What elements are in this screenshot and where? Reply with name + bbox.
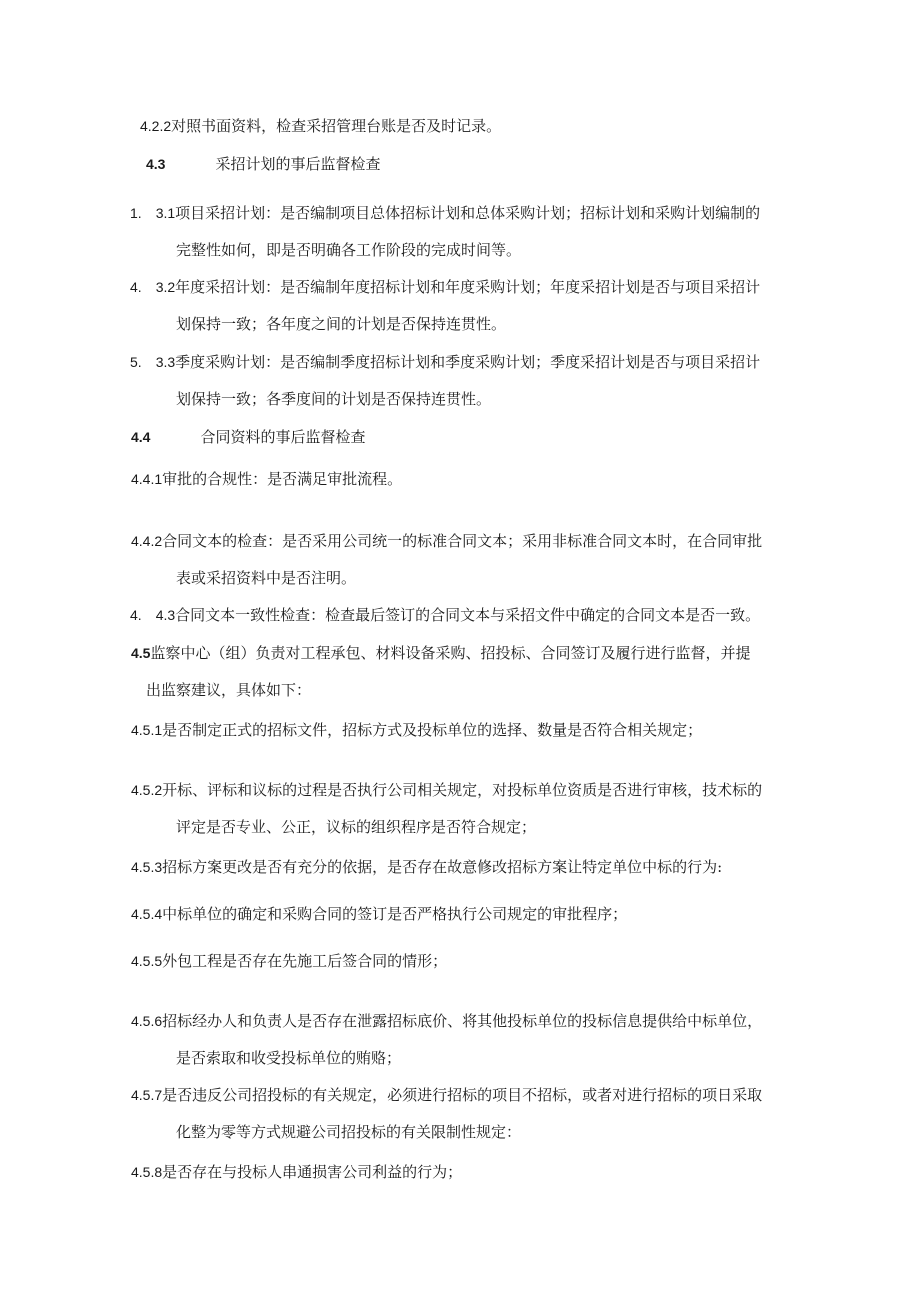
paragraph-4-3-3-continuation (176, 389, 491, 409)
paragraph-4-3-1 (130, 203, 760, 223)
clause-text: 中标单位的确定和采购合同的签订是否严格执行公司规定的审批程序； (162, 905, 628, 923)
clause-text-continuation: 划保持一致；各季度间的计划是否保持连贯性。 (176, 390, 492, 408)
clause-text: 招标方案更改是否有充分的依据，是否存在故意修改招标方案让特定单位中标的行为: (162, 858, 723, 876)
paragraph-4-4-2 (131, 531, 762, 551)
paragraph-4-2-2 (140, 116, 501, 136)
paragraph-4-3-3 (130, 352, 760, 372)
paragraph-4-3-1-continuation (176, 240, 521, 260)
paragraph-4-4-1 (131, 469, 402, 489)
clause-text: 是否违反公司招投标的有关规定，必须进行招标的项目不招标，或者对进行招标的项日采取 (162, 1086, 763, 1104)
paragraph-4-5-2 (131, 780, 762, 800)
clause-text: 审批的合规性：是否满足审批流程。 (162, 470, 403, 488)
clause-text: 招标经办人和负责人是否存在泄露招标底价、将其他投标单位的投标信息提供给中标单位， (162, 1012, 763, 1030)
clause-number: 4.5.6 (131, 1013, 163, 1029)
paragraph-4-5-3 (131, 857, 722, 877)
clause-text-continuation: 是否索取和收受投标单位的贿赂； (176, 1049, 402, 1067)
list-marker: 5. (130, 354, 142, 370)
clause-number: 4.5.1 (131, 722, 163, 738)
clause-number: 4.3 (155, 607, 176, 623)
paragraph-4-5 (131, 643, 750, 663)
section-title: 合同资料的事后监督检查 (200, 428, 366, 446)
paragraph-4-3-2-continuation (176, 314, 506, 334)
clause-number: 4.5.3 (131, 859, 163, 875)
clause-text-continuation: 评定是否专业、公正，议标的组织程序是否符合规定； (176, 818, 537, 836)
clause-text: 是否存在与投标人串通损害公司利益的行为； (162, 1163, 463, 1181)
clause-text: 监察中心（组）负责对工程承包、材料设备采购、招投标、合同签订及履行进行监督，并提 (150, 644, 751, 662)
paragraph-4-5-4 (131, 904, 627, 924)
clause-number: 4.5.7 (131, 1087, 163, 1103)
paragraph-4-5-5 (131, 951, 447, 971)
clause-number: 4.5.4 (131, 906, 163, 922)
paragraph-4-5-6-continuation (176, 1048, 401, 1068)
clause-text: 开标、评标和议标的过程是否执行公司相关规定，对投标单位资质是否进行审核，技术标的 (162, 781, 763, 799)
clause-text: 合同文本一致性检查：检查最后签订的合同文本与采招文件中确定的合同文本是否一致。 (175, 606, 761, 624)
clause-text: 外包工程是否存在先施工后签合同的情形； (162, 952, 448, 970)
clause-text: 对照书面资料，检查采招管理台账是否及时记录。 (171, 117, 502, 135)
clause-number: 4.5.8 (131, 1164, 163, 1180)
clause-number: 4.4.2 (131, 533, 163, 549)
paragraph-4-5-8 (131, 1162, 462, 1182)
paragraph-4-5-7 (131, 1085, 762, 1105)
clause-text-continuation: 表或采招资料中是否注明。 (176, 569, 357, 587)
section-title: 采招计划的事后监督检查 (215, 155, 381, 173)
clause-text-continuation: 出监察建议，具体如下： (146, 681, 312, 699)
clause-number: 4.2.2 (140, 118, 172, 134)
clause-number: 4.4.1 (131, 471, 163, 487)
paragraph-4-3-2 (130, 277, 760, 297)
clause-number: 3.3 (155, 354, 176, 370)
clause-text: 是否制定正式的招标文件，招标方式及投标单位的选择、数量是否符合相关规定； (162, 721, 703, 739)
list-marker: 4. (130, 607, 142, 623)
list-marker: 1. (130, 205, 142, 221)
clause-number: 4.5 (131, 645, 151, 661)
paragraph-4-5-6 (131, 1011, 762, 1031)
clause-text: 季度采购计划：是否编制季度招标计划和季度采购计划；季度采招计划是否与项目采招计 (175, 353, 761, 371)
paragraph-4-5-7-continuation (176, 1122, 521, 1142)
paragraph-4-5-continuation (146, 680, 311, 700)
section-number: 4.3 (146, 156, 166, 172)
clause-number: 4.5.2 (131, 782, 163, 798)
paragraph-4-5-2-continuation (176, 817, 536, 837)
clause-text: 合同文本的检查：是否采用公司统一的标准合同文本；采用非标准合同文本时，在合同审批 (162, 532, 763, 550)
clause-text-continuation: 化整为零等方式规避公司招投标的有关限制性规定： (176, 1123, 522, 1141)
clause-number: 3.2 (155, 279, 176, 295)
clause-text: 项目采招计划：是否编制项目总体招标计划和总体采购计划；招标计划和采购计划编制的 (175, 204, 761, 222)
clause-number: 3.1 (155, 205, 176, 221)
paragraph-4-4-3 (130, 605, 760, 625)
paragraph-4-4-2-continuation (176, 568, 356, 588)
clause-text-continuation: 划保持一致；各年度之间的计划是否保持连贯性。 (176, 315, 507, 333)
heading-4-3 (146, 154, 380, 174)
heading-4-4 (131, 427, 365, 447)
section-number: 4.4 (131, 429, 151, 445)
list-marker: 4. (130, 279, 142, 295)
paragraph-4-5-1 (131, 720, 702, 740)
clause-text: 年度采招计划：是否编制年度招标计划和年度采购计划；年度采招计划是否与项目采招计 (175, 278, 761, 296)
clause-text-continuation: 完整性如何，即是否明确各工作阶段的完成时间等。 (176, 241, 522, 259)
clause-number: 4.5.5 (131, 953, 163, 969)
